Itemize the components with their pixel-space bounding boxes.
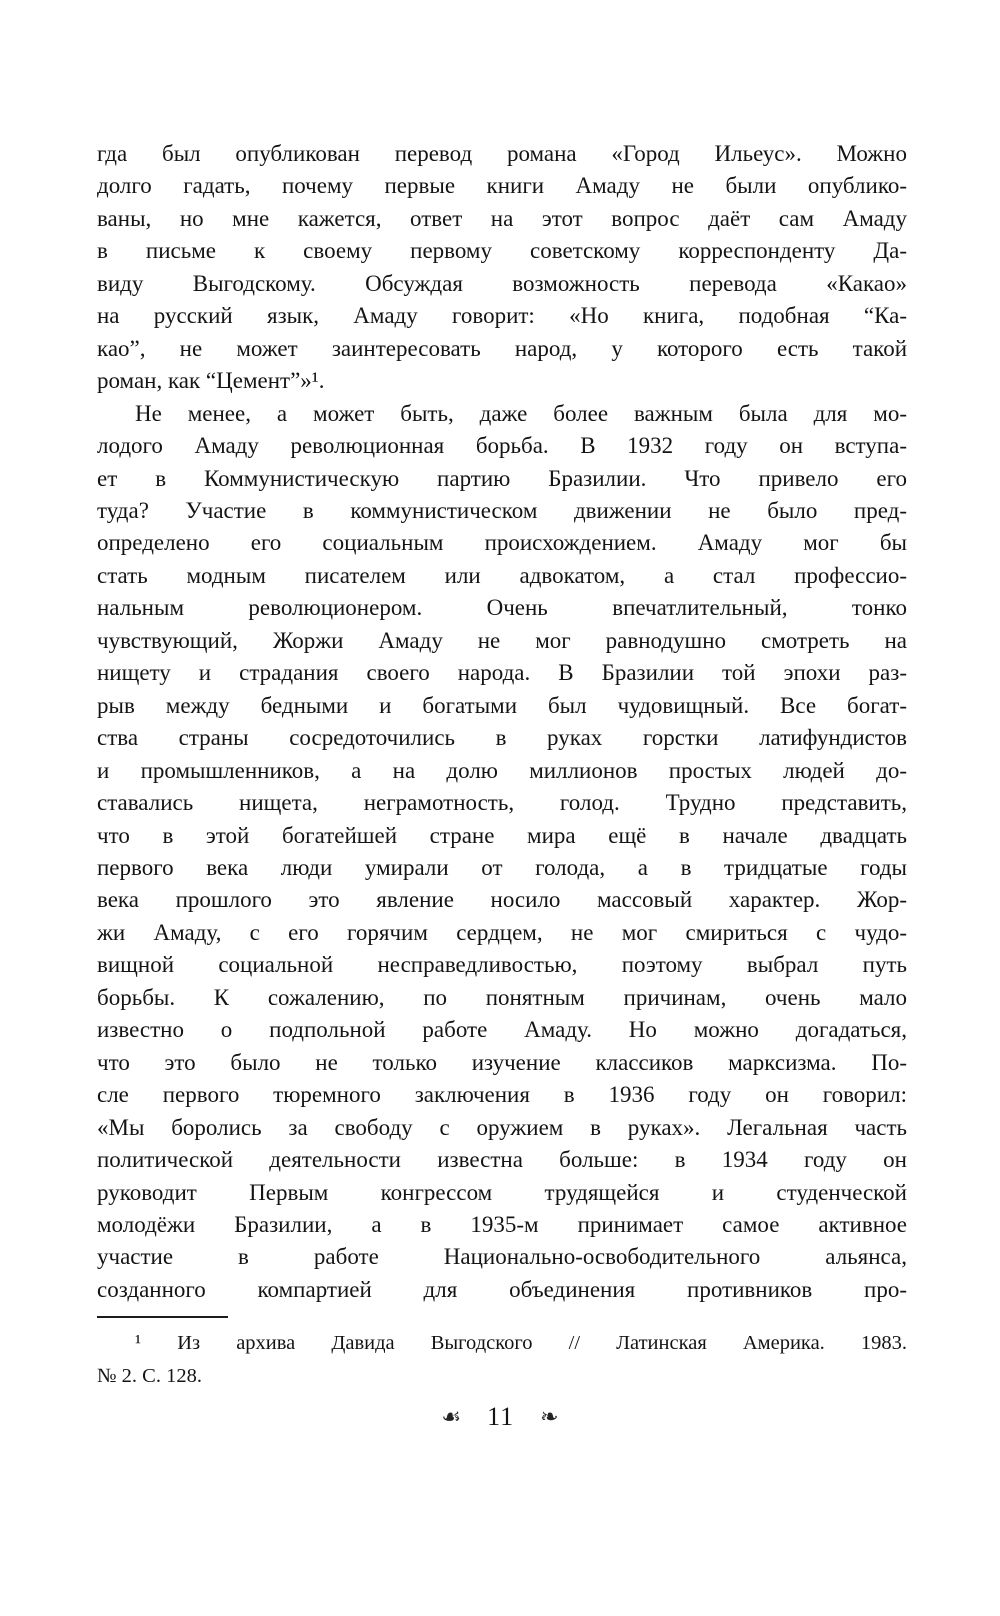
text-line: ства страны сосредоточились в руках горстки латифундистов (97, 725, 907, 751)
text-line: первого века люди умирали от голода, а в тридцатые годы (97, 854, 907, 880)
text-line: вищной социальной несправедливостью, поэтому выбрал путь (97, 952, 907, 978)
text-line: века прошлого это явление носило массовый характер. Жор- (97, 887, 907, 913)
text-line: жи Амаду, с его горячим сердцем, не мог смириться с чудо- (97, 919, 907, 945)
footnote-line-1: ¹ Из архива Давида Выгодского // Латинская Америка. 1983. (135, 1332, 907, 1354)
body-text (97, 138, 907, 1306)
text-line: рыв между бедными и богатыми был чудовищный. Все богат- (97, 692, 907, 718)
text-line: руководит Первым конгрессом трудящейся и студенческой (97, 1179, 907, 1205)
text-line: стать модным писателем или адвокатом, а стал профессио- (97, 562, 907, 588)
text-line: лодого Амаду революционная борьба. В 1932 году он вступа- (97, 433, 907, 459)
text-line: долго гадать, почему первые книги Амаду не были опублико- (97, 173, 907, 199)
text-line: что в этой богатейшей стране мира ещё в начале двадцать (97, 822, 907, 848)
text-line: као”, не может заинтересовать народ, у которого есть такой (97, 335, 907, 361)
text-line: ет в Коммунистическую партию Бразилии. Что привело его (97, 465, 907, 491)
text-line: Не менее, а может быть, даже более важным была для мо- (135, 400, 907, 426)
text-line: что это было не только изучение классиков марксизма. По- (97, 1049, 907, 1075)
text-line: молодёжи Бразилии, а в 1935-м принимает самое активное (97, 1211, 907, 1237)
text-line: «Мы боролись за свободу с оружием в руках». Легальная часть (97, 1114, 907, 1140)
footnote (97, 1316, 907, 1393)
text-line: политической деятельности известна больше: в 1934 году он (97, 1147, 907, 1173)
text-line: в письме к своему первому советскому корреспонденту Да- (97, 238, 907, 264)
text-line: борьбы. К сожалению, по понятным причинам, очень мало (97, 984, 907, 1010)
text-line: и промышленников, а на долю миллионов простых людей до- (97, 757, 907, 783)
text-line: на русский язык, Амаду говорит: «Но книга, подобная “Ка- (97, 303, 907, 329)
footnote-divider (97, 1316, 228, 1318)
text-line: ваны, но мне кажется, ответ на этот вопрос даёт сам Амаду (97, 205, 907, 231)
text-line: созданного компартией для объединения противников про- (97, 1276, 907, 1302)
text-line: виду Выгодскому. Обсуждая возможность перевода «Какао» (97, 270, 907, 296)
fleuron-left-icon: ☙ (441, 1404, 462, 1429)
text-line: определено его социальным происхождением. Амаду мог бы (97, 530, 907, 556)
text-line: участие в работе Национально-освободительного альянса, (97, 1244, 907, 1270)
text-line: туда? Участие в коммунистическом движении не было пред- (97, 497, 907, 523)
page-footer (0, 1402, 1000, 1432)
text-line: ставались нищета, неграмотность, голод. Трудно представить, (97, 790, 907, 816)
text-line: гда был опубликован перевод романа «Город Ильеус». Можно (97, 141, 907, 166)
text-line: роман, как “Цемент”»¹. (97, 368, 325, 394)
text-line: нальным революционером. Очень впечатлительный, тонко (97, 595, 907, 621)
page-number: 11 (487, 1402, 515, 1431)
fleuron-right-icon: ❧ (540, 1404, 559, 1429)
text-line: сле первого тюремного заключения в 1936 году он говорил: (97, 1082, 907, 1108)
text-line: чувствующий, Жоржи Амаду не мог равнодушно смотреть на (97, 627, 907, 653)
text-line: известно о подпольной работе Амаду. Но можно догадаться, (97, 1017, 907, 1043)
footnote-line-2: № 2. С. 128. (97, 1365, 202, 1387)
text-line: нищету и страдания своего народа. В Бразилии той эпохи раз- (97, 660, 907, 686)
